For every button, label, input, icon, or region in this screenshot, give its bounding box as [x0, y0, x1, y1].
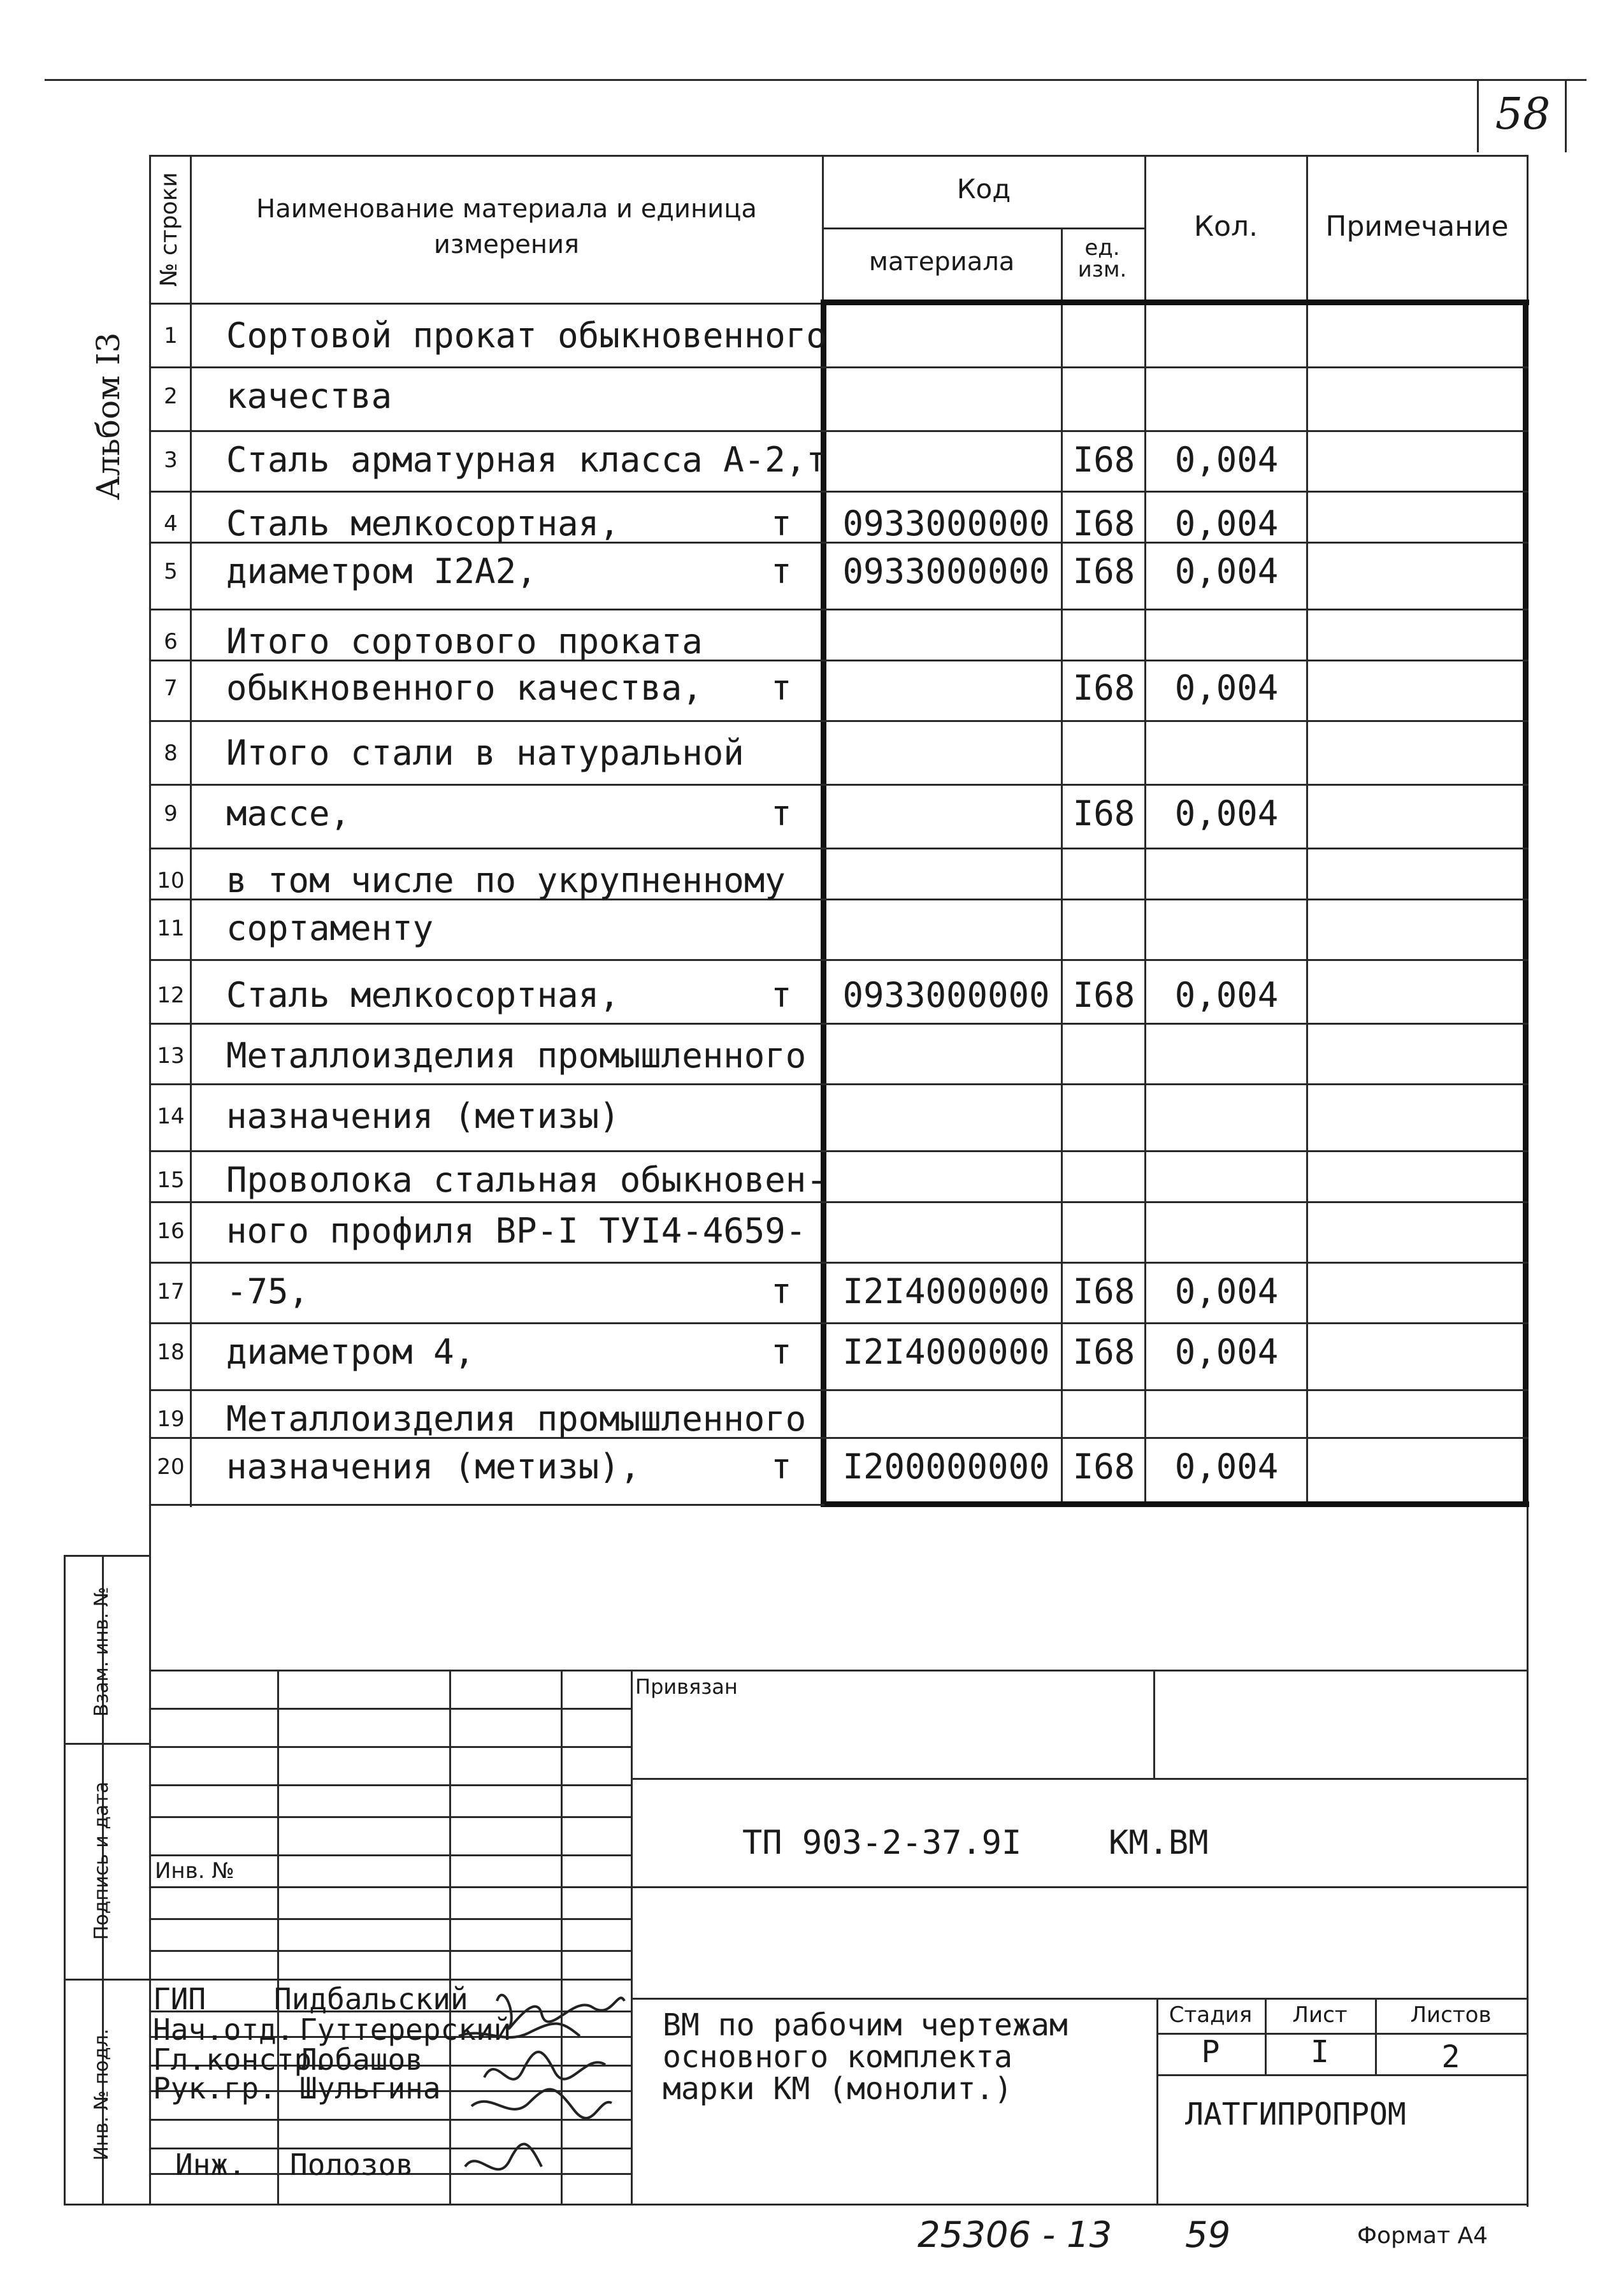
tb-sheets-label: Листов: [1410, 2002, 1492, 2028]
row-material-code: I2I4000000: [842, 1332, 1050, 1372]
row-unit: т: [771, 551, 792, 591]
row-unit: т: [771, 503, 792, 544]
row-separator-line: [149, 366, 1529, 368]
row-number: 6: [164, 629, 178, 654]
tb-line-desc-top: [631, 1998, 1529, 2000]
row-separator-line: [149, 1322, 1529, 1324]
sig-grid-line: [149, 1816, 631, 1818]
row-number: 19: [157, 1406, 185, 1432]
row-name: диаметром 4,: [226, 1332, 475, 1372]
row-name: Итого сортового проката: [226, 621, 703, 661]
header-row-no: № строки: [156, 172, 182, 287]
sig-col1: [277, 1670, 279, 2205]
tb-doc-mark: КМ.ВМ: [1109, 1824, 1209, 1862]
tb-description-line-3: марки КМ (монолит.): [663, 2071, 1013, 2107]
staff-name: Гуттерерский: [299, 2012, 512, 2047]
footer-archive-no: 25306 - 13: [917, 2214, 1112, 2256]
row-name: Сталь арматурная класса А-2,т: [226, 440, 827, 480]
table-body-bottom: [149, 1504, 824, 1506]
sheet-number: 58: [1495, 89, 1551, 140]
row-separator-line: [149, 1201, 1529, 1203]
side-stamp-bottom: [64, 2204, 149, 2206]
row-separator-line: [149, 720, 1529, 722]
row-separator-line: [149, 1083, 1529, 1085]
bold-frame-right: [1523, 300, 1529, 1507]
staff-role: Нач.отд.: [153, 2012, 294, 2047]
staff-name: Пидбальский: [274, 1982, 468, 2016]
row-unit-code: I68: [1072, 975, 1135, 1015]
sheet-number-box-right: [1565, 79, 1567, 152]
header-note: Примечание: [1325, 210, 1509, 243]
row-number: 2: [164, 384, 178, 409]
row-material-code: 0933000000: [842, 551, 1050, 591]
table-header-top: [149, 155, 1529, 157]
staff-role: Рук.гр.: [153, 2071, 277, 2105]
col-rowno-sep: [190, 155, 192, 1507]
row-quantity: 0,004: [1174, 793, 1279, 834]
row-number: 13: [157, 1043, 185, 1069]
row-quantity: 0,004: [1174, 1332, 1279, 1372]
row-material-code: 0933000000: [842, 503, 1050, 544]
row-separator-line: [149, 1262, 1529, 1264]
tb-sheet-label: Лист: [1292, 2002, 1348, 2028]
row-number: 17: [157, 1279, 185, 1304]
row-name: Металлоизделия промышленного: [226, 1399, 807, 1439]
row-unit-code: I68: [1072, 551, 1135, 591]
tb-line-code-top: [631, 1778, 1529, 1780]
header-name: [198, 191, 816, 263]
row-name: назначения (метизы),: [226, 1447, 641, 1487]
row-separator-line: [149, 959, 1529, 961]
row-unit-code: I68: [1072, 440, 1135, 480]
row-material-code: 0933000000: [842, 975, 1050, 1015]
row-number: 8: [164, 740, 178, 766]
row-name: Проволока стальная обыкновен-: [226, 1160, 827, 1200]
row-number: 16: [157, 1218, 185, 1244]
row-name: диаметром I2А2,: [226, 551, 537, 591]
staff-role: Инж.: [175, 2148, 246, 2182]
col-note-sep: [1306, 155, 1308, 1507]
sig-grid-line: [149, 1784, 631, 1786]
row-separator-line: [149, 784, 1529, 786]
header-code-unit: ед. изм.: [1077, 235, 1127, 282]
row-name: -75,: [226, 1271, 310, 1311]
top-border-line: [45, 79, 1587, 81]
sig-grid-line: [149, 1886, 631, 1888]
tb-sep-stage: [1156, 1998, 1158, 2205]
col-unit-sep: [1061, 227, 1063, 1507]
row-unit-code: I68: [1072, 503, 1135, 544]
row-separator-line: [149, 1150, 1529, 1152]
tb-bottom: [149, 2204, 1529, 2206]
sig-grid-line: [149, 1918, 631, 1920]
row-number: 11: [157, 916, 185, 941]
side-stamp-inv-original: Инв. № подл.: [90, 2028, 113, 2161]
row-quantity: 0,004: [1174, 1271, 1279, 1311]
row-name: Итого стали в натуральной: [226, 733, 744, 773]
sig-grid-line: [149, 1950, 631, 1952]
tb-line-code-bottom: [631, 1886, 1529, 1888]
tb-sheet-value: I: [1311, 2034, 1329, 2070]
row-name: Сортовой прокат обыкновенного: [226, 315, 827, 356]
tb-bound-label: Привязан: [635, 1675, 738, 1699]
tb-sep-bound: [1153, 1670, 1155, 1778]
row-number: 1: [164, 323, 178, 349]
staff-role: ГИП: [153, 1982, 206, 2016]
signature-scribbles: [446, 1975, 637, 2205]
row-number: 10: [157, 868, 185, 893]
side-stamp-replace-inv: Взам. инв. №: [90, 1587, 113, 1717]
row-quantity: 0,004: [1174, 440, 1279, 480]
code-subheader-line: [822, 227, 1144, 229]
row-separator-line: [149, 491, 1529, 493]
row-unit-code: I68: [1072, 1447, 1135, 1487]
header-quantity: Кол.: [1193, 210, 1258, 243]
row-number: 5: [164, 559, 178, 584]
row-separator-line: [149, 1389, 1529, 1391]
side-stamp-left: [64, 1555, 66, 2205]
row-name: ного профиля ВР-I ТУI4-4659-: [226, 1211, 807, 1251]
row-number: 15: [157, 1167, 185, 1193]
row-name: Сталь мелкосортная,: [226, 975, 620, 1015]
side-stamp-top: [64, 1555, 149, 1557]
side-stamp-sep2: [64, 1979, 149, 1981]
row-quantity: 0,004: [1174, 668, 1279, 708]
row-number: 9: [164, 801, 178, 827]
bold-frame-top: [822, 300, 1529, 305]
row-unit: т: [771, 1271, 792, 1311]
row-name: массе,: [226, 793, 351, 834]
staff-name: Лобашов: [299, 2042, 423, 2077]
sig-grid-line: [149, 1854, 631, 1856]
header-name-text: Наименование материала и единица измерения: [256, 194, 757, 259]
row-material-code: I200000000: [842, 1447, 1050, 1487]
footer-format: Формат А4: [1357, 2223, 1488, 2249]
row-name: сортаменту: [226, 908, 434, 948]
row-quantity: 0,004: [1174, 503, 1279, 544]
row-quantity: 0,004: [1174, 551, 1279, 591]
side-stamp-sign-date: Подпись и дата: [90, 1781, 113, 1940]
row-name: обыкновенного качества,: [226, 668, 703, 708]
tb-frame-left: [149, 1555, 151, 2205]
staff-name: Шульгина: [299, 2071, 441, 2105]
row-number: 20: [157, 1454, 185, 1480]
row-unit: т: [771, 793, 792, 834]
row-separator-line: [149, 430, 1529, 432]
row-number: 7: [164, 675, 178, 701]
row-number: 4: [164, 511, 178, 537]
row-separator-line: [149, 848, 1529, 849]
sig-grid-line: [149, 1746, 631, 1748]
staff-name: Полозов: [290, 2148, 414, 2182]
row-name: назначения (метизы): [226, 1096, 620, 1136]
row-name: в том числе по укрупненному: [226, 860, 786, 900]
sig-grid-line: [149, 1708, 631, 1710]
row-number: 18: [157, 1339, 185, 1365]
footer-page-no: 59: [1185, 2214, 1231, 2256]
side-stamp-sep1: [64, 1743, 149, 1745]
row-material-code: I2I4000000: [842, 1271, 1050, 1311]
table-frame-left: [149, 155, 151, 1557]
header-code: Код: [956, 173, 1011, 205]
row-unit: т: [771, 1447, 792, 1487]
tb-description-line-2: основного комплекта: [663, 2039, 1013, 2075]
row-name: Металлоизделия промышленного: [226, 1036, 807, 1076]
row-separator-line: [149, 1023, 1529, 1025]
row-name: Сталь мелкосортная,: [226, 503, 620, 544]
row-unit-code: I68: [1072, 668, 1135, 708]
row-unit-code: I68: [1072, 1332, 1135, 1372]
bold-frame-left: [821, 300, 826, 1507]
bold-frame-bottom: [822, 1501, 1529, 1507]
tb-description-line-1: ВМ по рабочим чертежам: [663, 2007, 1068, 2043]
row-quantity: 0,004: [1174, 975, 1279, 1015]
tb-stage-label: Стадия: [1169, 2002, 1253, 2028]
tb-organization: ЛАТГИПРОПРОМ: [1185, 2097, 1406, 2132]
row-separator-line: [149, 609, 1529, 610]
staff-role: Гл.констр.: [153, 2042, 329, 2077]
tb-stage-value: Р: [1201, 2034, 1220, 2070]
row-unit: т: [771, 1332, 792, 1372]
row-unit: т: [771, 668, 792, 708]
header-code-material: материала: [868, 247, 1015, 277]
row-unit: т: [771, 975, 792, 1015]
row-number: 3: [164, 447, 178, 473]
row-number: 12: [157, 983, 185, 1008]
row-unit-code: I68: [1072, 793, 1135, 834]
row-unit-code: I68: [1072, 1271, 1135, 1311]
tb-doc-code: ТП 903-2-37.9I: [742, 1824, 1022, 1862]
col-qty-sep: [1144, 155, 1146, 1507]
sheet-number-box-left: [1477, 79, 1479, 152]
tb-sheets-value: 2: [1441, 2039, 1460, 2075]
row-number: 14: [157, 1104, 185, 1129]
tb-top: [149, 1670, 1529, 1671]
album-label: Альбом I3: [90, 332, 127, 500]
tb-inv-no-label: Инв. №: [155, 1858, 234, 1884]
row-name: качества: [226, 376, 392, 416]
row-quantity: 0,004: [1174, 1447, 1279, 1487]
